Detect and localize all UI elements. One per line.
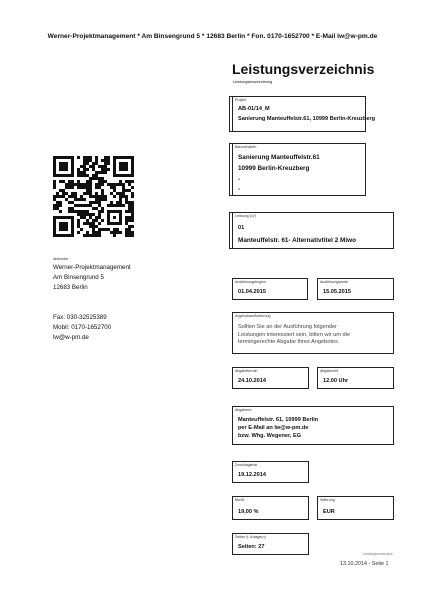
abgabeort-line-2: per E-Mail an lw@w-pm.de — [238, 425, 309, 431]
leistung-title: Manteuffelstr. 61- Alternativtitel 2 Miwo — [238, 237, 357, 244]
ausfuehrungsende-value: 15.05.2015 — [323, 289, 351, 295]
zuschlagsfrist-value: 19.12.2014 — [238, 472, 266, 478]
sender-small-label: Absender — [53, 257, 69, 261]
field-label: Leistung (LV) — [235, 214, 257, 218]
field-label: Zuschlagsfrist — [235, 463, 258, 467]
field-label: Seiten (t. Anlage(n) — [235, 535, 266, 539]
qr-code-icon — [53, 156, 134, 237]
sender-mobile: Mobil: 0170-1652700 — [53, 324, 112, 331]
projekt-field — [232, 96, 376, 132]
ausfuehrungsende-field — [317, 278, 394, 300]
abgabetermin-value: 24.10.2014 — [238, 378, 266, 384]
project-number: AB-01/14_M — [238, 106, 270, 112]
abgabeort-field — [232, 406, 394, 445]
angebotsaufforderung-text: Sollten Sie an der Ausführung folgender Leistungen interessiert sein, bitten wir um die termingerechte Abgabe Ihres Angebotes. — [238, 324, 350, 346]
waehrung-value: EUR — [323, 509, 335, 515]
waehrung-field — [317, 496, 394, 520]
document-title: Leistungsverzeichnis — [232, 61, 375, 77]
zuschlagsfrist-field — [232, 461, 309, 483]
ausfuehrungsbeginn-field — [232, 278, 308, 300]
abgabeort-line-3: bzw. Whg. Wegener, EG — [238, 433, 302, 439]
bauvorhaben-line-2: 10999 Berlin-Kreuzberg — [238, 165, 310, 172]
footer-date-page: 13.10.2014 - Seite 1 — [340, 561, 389, 567]
sender-email: lw@w-pm.de — [53, 334, 89, 341]
angebotsaufforderung-field — [232, 312, 394, 354]
sender-fax: Fax: 030-32525389 — [53, 314, 107, 321]
sender-contact — [53, 313, 111, 343]
bauvorhaben-field — [232, 143, 366, 196]
seiten-value: Seiten: 27 — [238, 544, 265, 550]
bauvorhaben-line-3: - — [238, 176, 241, 183]
field-label: Ausführungsende — [320, 280, 349, 284]
leistung-field — [232, 212, 394, 249]
sender-address — [53, 263, 131, 293]
sender-name: Werner-Projektmanagement — [53, 264, 131, 271]
abgabetermin-field — [232, 367, 309, 389]
field-label: Abgabetermin — [235, 369, 258, 373]
field-label: Bauvorhaben — [235, 145, 257, 149]
ausfuehrungsbeginn-value: 01.04.2015 — [238, 289, 266, 295]
footer-doc-label: Leistungsverzeichnis — [363, 552, 393, 556]
field-label: Abgabezeit — [320, 369, 338, 373]
field-label: Angebotsaufforderung — [235, 314, 271, 318]
field-label: Abgabeort — [235, 408, 252, 412]
field-label: MwSt. — [235, 498, 245, 502]
field-bracket — [229, 96, 233, 132]
sender-street: Am Binsengrund 5 — [53, 274, 104, 281]
project-name: Sanierung Manteuffelstr.61, 10999 Berlin-Kreuzberg — [238, 116, 376, 122]
bauvorhaben-line-4: - — [238, 186, 241, 193]
seiten-field — [232, 533, 309, 555]
field-bracket — [229, 212, 233, 249]
mwst-field — [232, 496, 309, 520]
leistung-number: 01 — [238, 225, 245, 231]
abgabeort-line-1: Manteuffelstr. 61, 10999 Berlin — [238, 417, 319, 423]
abgabezeit-field — [317, 367, 394, 389]
mwst-value: 19,00 % — [238, 509, 259, 515]
letterhead-line: Werner-Projektmanagement * Am Binsengrund 5 * 12683 Berlin * Fon. 0170-1652700 * E-Mail lw@w-pm.de — [47, 33, 378, 40]
sender-city: 12683 Berlin — [53, 284, 88, 291]
field-label: Ausführungsbeginn — [235, 280, 266, 284]
field-bracket — [229, 143, 233, 196]
field-label: Projekt — [235, 98, 247, 102]
field-label: Währung — [320, 498, 335, 502]
bauvorhaben-line-1: Sanierung Manteuffelstr.61 — [238, 154, 320, 161]
abgabezeit-value: 12.00 Uhr — [323, 378, 349, 384]
document-subtitle: Leistungsbeschreibung — [233, 80, 273, 84]
